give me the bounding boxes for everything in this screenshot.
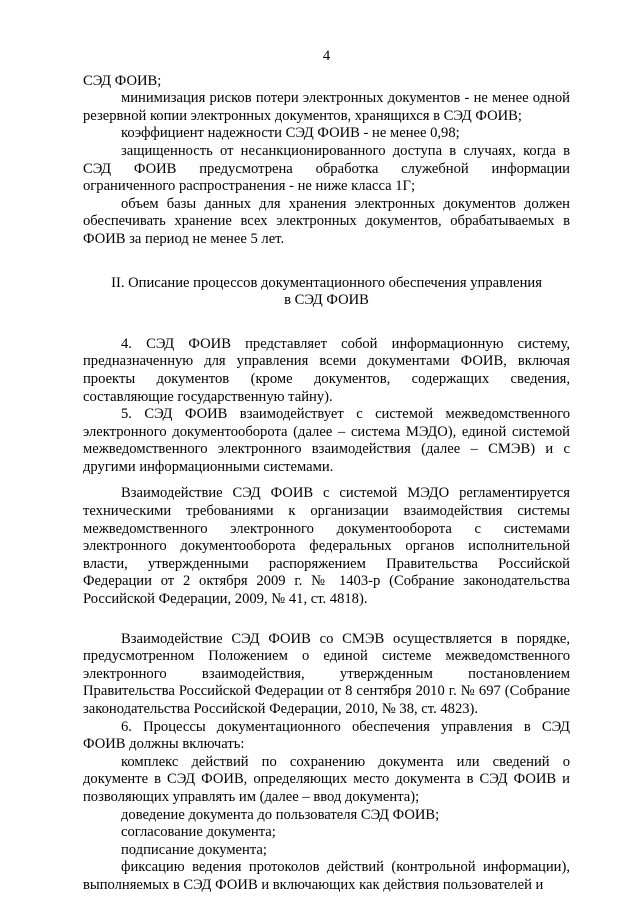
paragraph: минимизация рисков потери электронных документов - не менее одной резервной копии электронных документов, хранящихся в СЭД ФОИВ; [83, 90, 570, 124]
paragraph: защищенность от несанкционированного доступа в случаях, когда в СЭД ФОИВ предусмотрена обработка служебной информации ограниченного распространения - не ниже класса 1Г; [83, 142, 570, 195]
paragraph: Взаимодействие СЭД ФОИВ со СМЭВ осуществляется в порядке, предусмотренном Положением о единой системе межведомственного электронного взаимодействия, утвержденным постановлением Правительства Российской Федерации от 8 сентября 2010 г. № 697 (Собрание законодательства Российской Федерации, 2010, № 38, ст. 4823). [83, 630, 570, 717]
paragraph: комплекс действий по сохранению документа или сведений о документе в СЭД ФОИВ, определяющих место документа в СЭД ФОИВ и позволяющих управлять им (далее – ввод документа); [83, 753, 570, 805]
document-page [83, 48, 570, 895]
section-heading-line: II. Описание процессов документационного обеспечения управления [111, 274, 542, 291]
paragraph: доведение документа до пользователя СЭД ФОИВ; [121, 806, 440, 823]
paragraph: Взаимодействие СЭД ФОИВ с системой МЭДО регламентируется техническими требованиями к организации взаимодействия системы межведомственного электронного документооборота с системами электронного документооборота федеральных органов исполнительной власти, утвержденными распоряжением Правительства Российской Федерации от 2 октября 2009 г. № 1403-р (Собрание законодательства Российской Федерации, 2009, № 41, ст. 4818). [83, 485, 570, 608]
section-heading [83, 275, 570, 310]
page-number: 4 [322, 48, 331, 64]
paragraph: объем базы данных для хранения электронных документов должен обеспечивать хранение всех электронных документов, обрабатываемых в ФОИВ за период не менее 5 лет. [83, 195, 570, 247]
paragraph: согласование документа; [121, 824, 276, 841]
paragraph: СЭД ФОИВ; [83, 72, 162, 89]
paragraph: 4. СЭД ФОИВ представляет собой информационную систему, предназначенную для управления всеми документами ФОИВ, включая проекты документов (кроме документов, содержащих сведения, составляющие государственную тайну). [83, 335, 570, 405]
section-heading-line: в СЭД ФОИВ [284, 292, 369, 309]
paragraph: фиксацию ведения протоколов действий (контрольной информации), выполняемых в СЭД ФОИВ и включающих как действия пользователей и [83, 859, 570, 893]
paragraph: 5. СЭД ФОИВ взаимодействует с системой межведомственного электронного документооборота (далее – система МЭДО), единой системой межведомственного электронного взаимодействия (далее – СМЭВ) и с другими информационными системами. [83, 406, 570, 475]
paragraph: 6. Процессы документационного обеспечения управления в СЭД ФОИВ должны включать: [83, 718, 570, 753]
paragraph: коэффициент надежности СЭД ФОИВ - не менее 0,98; [121, 125, 460, 142]
paragraph: подписание документа; [121, 841, 267, 858]
